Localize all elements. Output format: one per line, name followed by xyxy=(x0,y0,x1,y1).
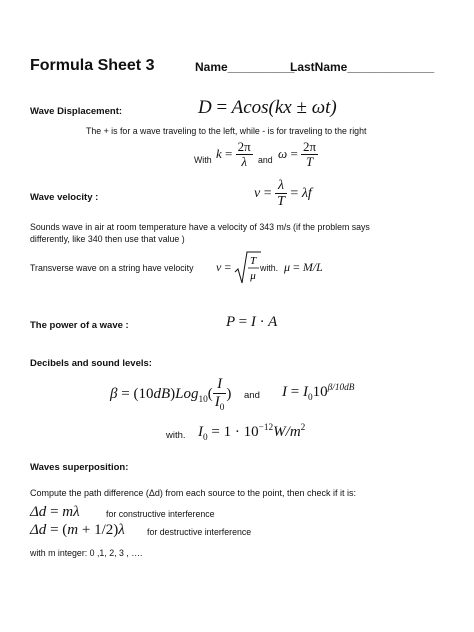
decibel-with-text: with. xyxy=(166,430,186,441)
wave-velocity-label: Wave velocity : xyxy=(30,192,99,203)
lastname-field: LastName_____________ xyxy=(290,60,435,74)
power-equation: P = I · A xyxy=(226,314,278,330)
string-velocity-equation: v = T μ xyxy=(216,250,262,286)
angular-frequency-formula: ω = $\frac{2\pi}{T}$ xyxy=(278,139,317,170)
integer-note: with m integer: 0 ,1, 2, 3 , …. xyxy=(30,548,143,558)
string-velocity-text: Transverse wave on a string have velocity xyxy=(30,263,194,273)
intensity-equation: $I = I_010^{\beta/10dB}$ xyxy=(282,383,355,403)
destructive-text: for destructive interference xyxy=(147,527,252,537)
wave-displacement-equation: D = Acos(kx ± ωt) xyxy=(198,97,337,118)
decibels-label: Decibels and sound levels: xyxy=(30,358,152,369)
decibel-equation: β = (10dB)Log$_{10}$( $\frac{I}{I_0}$ ) xyxy=(110,376,232,413)
svg-text:T: T xyxy=(250,255,257,267)
wavenumber-formula: k = $\frac{2\pi}{\lambda}$ xyxy=(216,139,251,170)
sound-velocity-note-2: differently, like 340 then use that value ) xyxy=(30,234,185,244)
and-text: and xyxy=(258,155,273,165)
constructive-text: for constructive interference xyxy=(106,509,215,519)
string-with-text: with. xyxy=(260,263,279,273)
wave-direction-note: The + is for a wave traveling to the left, while - is for traveling to the right xyxy=(86,126,367,136)
superposition-label: Waves superposition: xyxy=(30,462,129,473)
wave-velocity-equation: v = $\frac{\lambda}{T}$ = λf xyxy=(254,178,312,210)
square-root-sign xyxy=(234,250,262,286)
with-text: With xyxy=(194,155,212,165)
linear-density-formula: μ = M/L xyxy=(284,260,323,274)
name-field: Name__________ xyxy=(195,60,295,74)
destructive-equation: Δd = (m + 1/2)λ xyxy=(30,522,125,538)
wave-displacement-label: Wave Displacement: xyxy=(30,106,123,117)
page-title: Formula Sheet 3 xyxy=(30,57,155,74)
sound-velocity-note-1: Sounds wave in air at room temperature have a velocity of 343 m/s (if the problem says xyxy=(30,222,370,232)
decibel-and-text: and xyxy=(244,390,260,401)
reference-intensity-equation: $I_0 = 1 \cdot 10^{-12}W/m^2$ xyxy=(198,423,306,443)
path-difference-instruction: Compute the path difference (Δd) from each source to the point, then check if it is: xyxy=(30,488,357,498)
constructive-equation: Δd = mλ xyxy=(30,504,80,520)
svg-text:μ: μ xyxy=(250,270,256,282)
power-label: The power of a wave : xyxy=(30,320,129,331)
